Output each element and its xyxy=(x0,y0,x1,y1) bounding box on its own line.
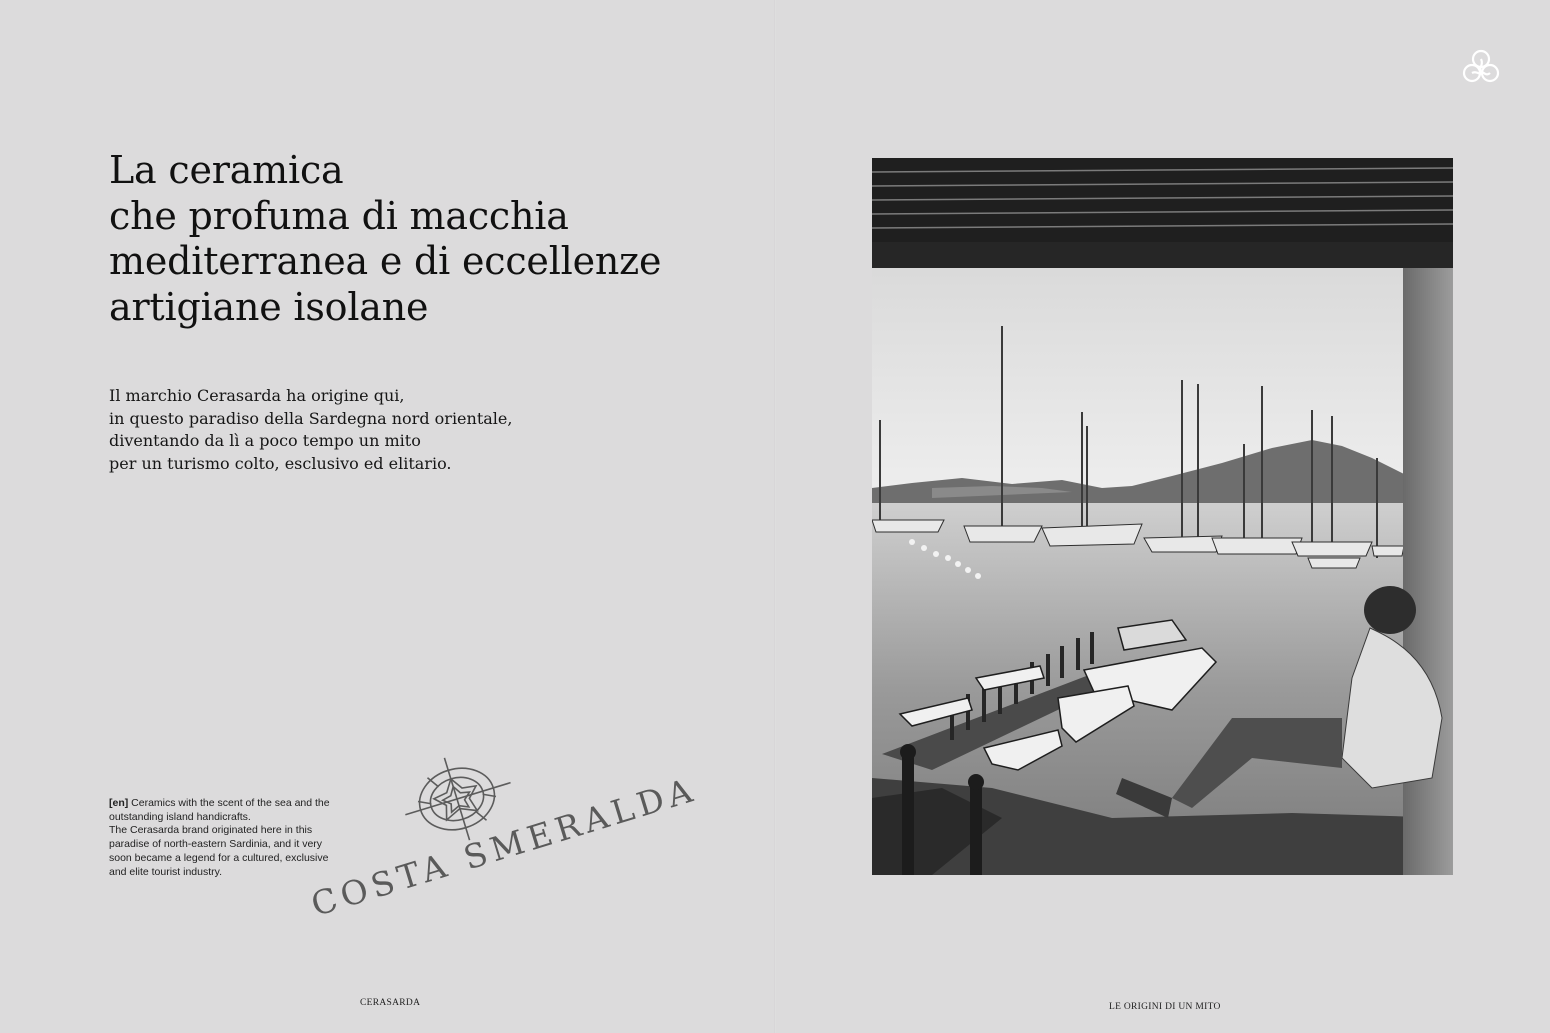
intro-line: per un turismo colto, esclusivo ed elitario. xyxy=(109,453,452,473)
english-line: The Cerasarda brand originated here in this xyxy=(109,824,313,837)
intro-line: Il marchio Cerasarda ha origine qui, xyxy=(109,386,405,405)
intro-line: diventando da lì a poco tempo un mito xyxy=(109,431,421,450)
folio-right: LE ORIGINI DI UN MITO xyxy=(1109,1002,1221,1012)
english-line: paradise of north-eastern Sardinia, and it very xyxy=(109,838,323,851)
folio-left: CERASARDA xyxy=(360,998,421,1008)
headline-line: che profuma di macchia xyxy=(109,193,569,238)
harbor-photo xyxy=(872,158,1453,875)
intro-paragraph xyxy=(109,385,589,475)
headline xyxy=(109,148,749,330)
english-line: and elite tourist industry. xyxy=(109,865,223,878)
english-line: outstanding island handicrafts. xyxy=(109,810,251,823)
language-tag: [en] xyxy=(109,797,129,809)
triskelion-emblem-icon xyxy=(1460,46,1502,88)
harbor-photo-illustration xyxy=(872,158,1453,875)
english-line: Ceramics with the scent of the sea and the xyxy=(128,797,330,809)
intro-line: in questo paradiso della Sardegna nord orientale, xyxy=(109,408,513,428)
english-translation xyxy=(109,797,359,879)
english-line: soon became a legend for a cultured, exclusive xyxy=(109,851,329,864)
headline-line: artigiane isolane xyxy=(109,284,429,329)
headline-line: mediterranea e di eccellenze xyxy=(109,239,662,283)
headline-line: La ceramica xyxy=(109,148,344,192)
logo-wordmark: COSTA SMERALDA xyxy=(306,769,702,924)
page-gutter xyxy=(774,0,776,1033)
